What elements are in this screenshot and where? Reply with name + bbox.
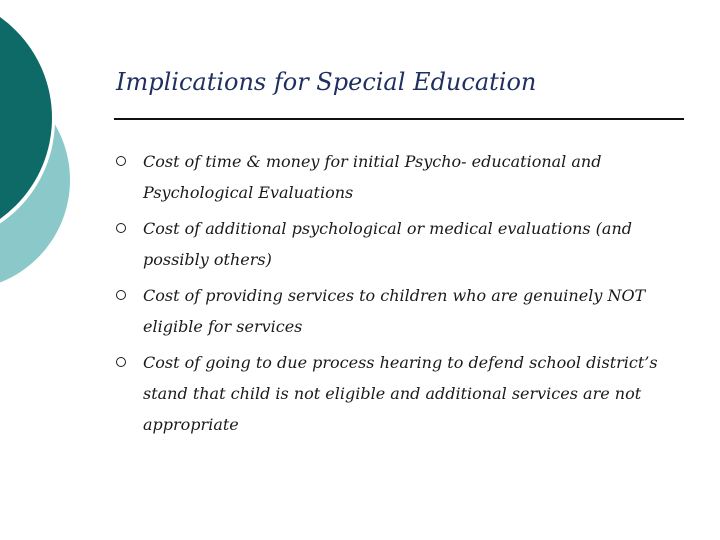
bullet-item <box>116 347 676 440</box>
bullet-text: Cost of providing services to children who are genuinely NOT eligible for services <box>143 286 646 336</box>
bullet-text: Cost of additional psychological or medical evaluations (and possibly others) <box>143 219 632 269</box>
bullet-item <box>116 146 676 208</box>
bullet-circle-icon <box>116 357 126 367</box>
bullet-circle-icon <box>116 290 126 300</box>
bullet-circle-icon <box>116 223 126 233</box>
bullet-item <box>116 213 676 275</box>
bullet-text: Cost of time & money for initial Psycho- educational and Psychological Evaluations <box>143 152 602 202</box>
bullet-circle-icon <box>116 156 126 166</box>
bullet-list <box>116 146 676 445</box>
slide-title: Implications for Special Education <box>116 68 537 96</box>
bullet-text: Cost of going to due process hearing to defend school district’s stand that child is not eligible and additional services are not appropriate <box>143 353 658 434</box>
decorative-circles <box>0 0 120 300</box>
title-divider <box>114 118 684 120</box>
bullet-item <box>116 280 676 342</box>
